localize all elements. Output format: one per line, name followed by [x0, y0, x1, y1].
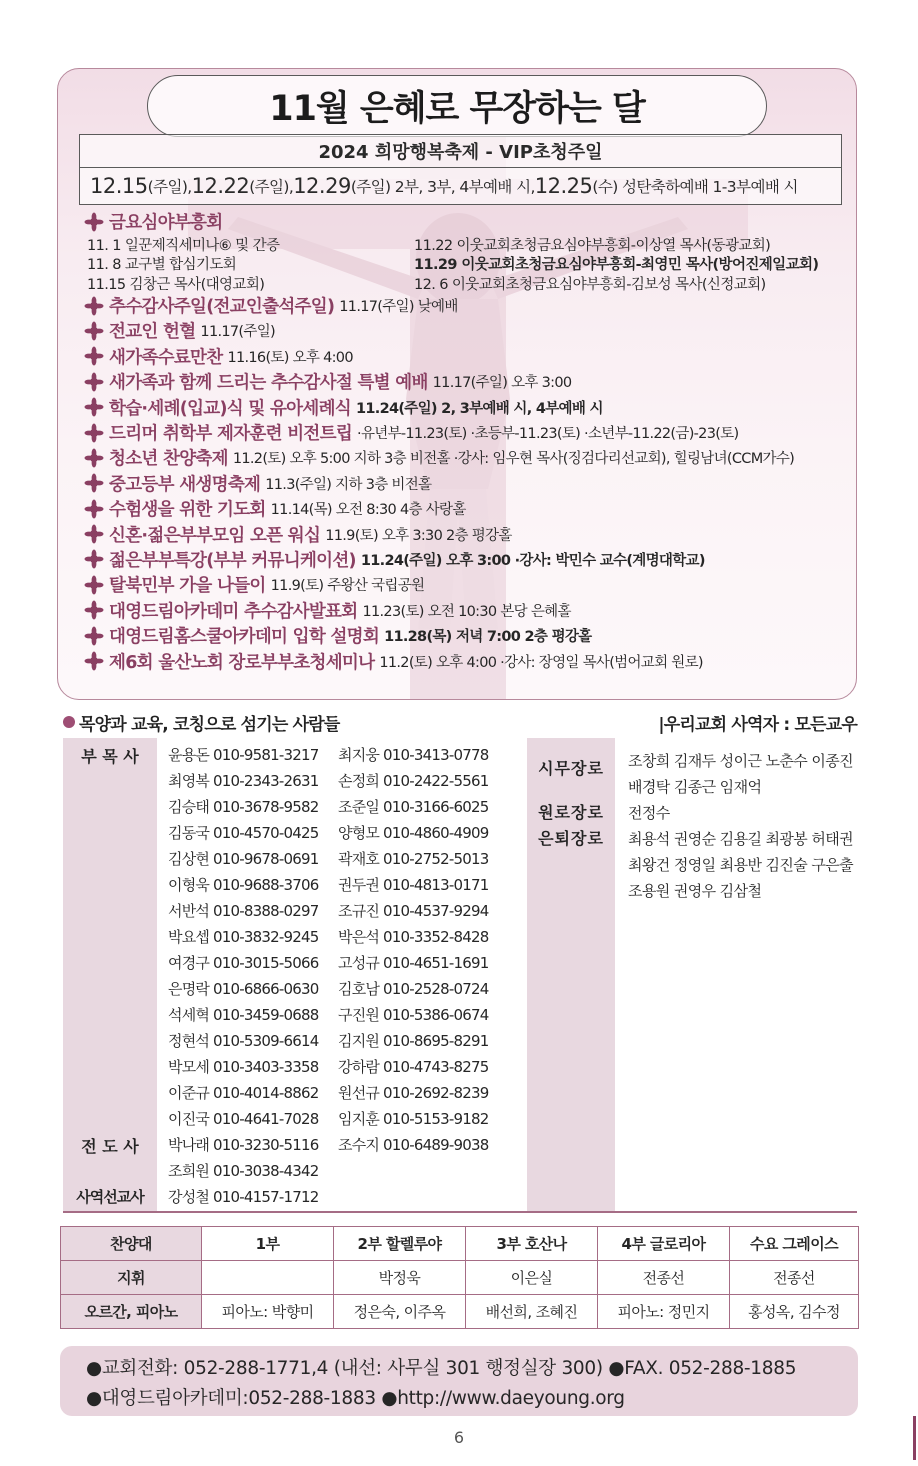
- choir-cell: 전종선: [598, 1261, 730, 1295]
- vip-sunday-table: [79, 134, 842, 205]
- flower-bullet-icon: [84, 524, 104, 544]
- event-list: [84, 209, 844, 674]
- event-detail: 11.23(토) 오전 10:30 본당 은혜홀: [362, 603, 571, 620]
- elder-names-line: 최용석 권영순 김용길 최광봉 허태권: [628, 830, 854, 848]
- staff-contact: 최지웅 010-3413-0778: [338, 746, 489, 764]
- staff-contact: 김승태 010-3678-9582: [168, 798, 319, 816]
- elder-names-line: 최왕건 정영일 최용반 김진술 구은출: [628, 856, 854, 874]
- staff-contact: 박모세 010-3403-3358: [168, 1058, 319, 1076]
- staff-contact-column-1: [168, 742, 318, 1210]
- revival-right: 11.29 이웃교회초청금요심야부흥회-최영민 목사(방어진제일교회): [414, 257, 819, 274]
- staff-contact: 은명락 010-6866-0630: [168, 980, 319, 998]
- revival-row: [87, 273, 844, 293]
- staff-contact: 김동국 010-4570-0425: [168, 824, 319, 842]
- staff-role-column: [63, 738, 157, 1211]
- event-title: 학습·세례(입교)식 및 유아세례식: [109, 398, 351, 419]
- flower-bullet-icon: [84, 473, 104, 493]
- event-item: [84, 572, 844, 597]
- revival-left: 11. 8 교구별 합심기도회: [87, 257, 237, 274]
- staff-contact: 조준일 010-3166-6025: [338, 798, 489, 816]
- flower-bullet-icon: [84, 346, 104, 366]
- revival-row: [87, 234, 844, 254]
- choir-cell: 2부 할렐루야: [334, 1227, 466, 1261]
- staff-contact: 원선규 010-2692-8239: [338, 1084, 489, 1102]
- revival-left: 11. 1 일꾼제직세미나⑥ 및 간증: [87, 237, 280, 254]
- event-title: 중고등부 새생명축제: [109, 474, 261, 495]
- vip-date-detail: (주일),: [147, 178, 192, 196]
- staff-contact: 김지원 010-8695-8291: [338, 1032, 489, 1050]
- role-missionary: 사역선교사: [76, 1188, 144, 1206]
- staff-contact: 강하람 010-4743-8275: [338, 1058, 489, 1076]
- event-title: 드리머 취학부 제자훈련 비전트립: [109, 424, 353, 445]
- choir-cell: 지휘: [61, 1261, 202, 1295]
- staff-contact: 김상현 010-9678-0691: [168, 850, 319, 868]
- vip-date-detail: (주일),: [249, 178, 294, 196]
- event-title: 전교인 헌혈: [109, 322, 196, 343]
- staff-motto: |우리교회 사역자 : 모든교우: [658, 715, 857, 735]
- staff-contact: 양형모 010-4860-4909: [338, 824, 489, 842]
- staff-contact: 석세혁 010-3459-0688: [168, 1006, 319, 1024]
- staff-contact-column-2: [338, 742, 488, 1158]
- event-detail: 11.3(주일) 지하 3층 비전홀: [265, 476, 432, 493]
- revival-schedule: [84, 234, 844, 293]
- event-item: [84, 344, 844, 369]
- event-detail: 11.17(주일): [200, 324, 275, 341]
- event-item: [84, 496, 844, 521]
- event-item: [84, 293, 844, 318]
- monthly-events-box: [57, 68, 857, 700]
- flower-bullet-icon: [84, 448, 104, 468]
- page-title: 11월 은혜로 무장하는 달: [147, 75, 767, 137]
- choir-cell: 배선희, 조혜진: [466, 1295, 598, 1329]
- choir-accompanist-row: [61, 1295, 859, 1329]
- event-detail: 11.9(토) 오후 3:30 2층 평강홀: [325, 527, 512, 544]
- staff-contact: 최영복 010-2343-2631: [168, 772, 319, 790]
- event-item: [84, 471, 844, 496]
- flower-bullet-icon: [84, 321, 104, 341]
- vip-date: 12.25: [534, 174, 593, 198]
- event-title: 대영드림홈스쿨아카데미 입학 설명회: [109, 627, 380, 648]
- flower-bullet-icon: [84, 212, 104, 232]
- staff-contact: 권두권 010-4813-0171: [338, 876, 489, 894]
- event-item: [84, 445, 844, 470]
- section-divider: [63, 1211, 857, 1213]
- event-title: 대영드림아카데미 추수감사발표회: [109, 601, 358, 622]
- choir-cell: [202, 1261, 334, 1295]
- staff-contact: 임지훈 010-5153-9182: [338, 1110, 489, 1128]
- vip-sunday-dates: [80, 168, 841, 204]
- flower-bullet-icon: [84, 372, 104, 392]
- choir-cell: 홍성옥, 김수정: [730, 1295, 859, 1329]
- staff-contact: 곽재호 010-2752-5013: [338, 850, 489, 868]
- elder-names-line: 조용원 권영우 김삼철: [628, 882, 762, 900]
- revival-left: 11.15 김창근 목사(대영교회): [87, 276, 265, 293]
- contact-phone-line: ●교회전화: 052-288-1771,4 (내선: 사무실 301 행정실장 300) ●FAX. 052-288-1885: [86, 1358, 797, 1379]
- event-item: [84, 623, 844, 648]
- event-detail: 11.16(토) 오후 4:00: [227, 349, 353, 366]
- page-edge-tab: [913, 1416, 916, 1460]
- vip-date: 12.29: [293, 174, 351, 198]
- role-evangelist: 전 도 사: [81, 1137, 139, 1156]
- event-item: [84, 547, 844, 572]
- event-detail: 11.9(토) 주왕산 국립공원: [270, 578, 425, 595]
- flower-bullet-icon: [84, 626, 104, 646]
- vip-date: 12.22: [191, 174, 250, 198]
- page-number: 6: [453, 1428, 465, 1447]
- event-detail: 11.2(토) 오후 5:00 지하 3층 비전홀 ·강사: 임우현 목사(징검다리선교회), 힐링남녀(CCM가수): [232, 451, 795, 468]
- event-detail: 11.2(토) 오후 4:00 ·강사: 장영일 목사(범어교회 원로): [379, 654, 703, 671]
- staff-contact: 이진국 010-4641-7028: [168, 1110, 319, 1128]
- event-title: 추수감사주일(전교인출석주일): [109, 297, 335, 318]
- elder-names-line: 배경탁 김종근 임재억: [628, 778, 762, 796]
- event-title: 금요심야부흥회: [109, 213, 223, 234]
- staff-contact: 이형욱 010-9688-3706: [168, 876, 319, 894]
- choir-cell: 이은실: [466, 1261, 598, 1295]
- role-acting-elder: 시무장로: [538, 759, 604, 778]
- revival-right: 12. 6 이웃교회초청금요심야부흥회-김보성 목사(신정교회): [414, 276, 766, 293]
- vip-sunday-title: 2024 희망행복축제 - VIP초청주일: [80, 135, 841, 168]
- event-title: 새가족수료만찬: [109, 347, 223, 368]
- choir-cell: 피아노: 박향미: [202, 1295, 334, 1329]
- staff-contact: 박나래 010-3230-5116: [168, 1136, 319, 1154]
- event-detail: 11.28(목) 저녁 7:00 2층 평강홀: [384, 629, 592, 646]
- contact-academy-line: ●대영드림아카데미:052-288-1883 ●http://www.daeyoung.org: [86, 1388, 625, 1409]
- choir-cell: 전종선: [730, 1261, 859, 1295]
- flower-bullet-icon: [84, 651, 104, 671]
- choir-cell: 4부 글로리아: [598, 1227, 730, 1261]
- flower-bullet-icon: [84, 600, 104, 620]
- staff-header: [63, 710, 857, 736]
- choir-cell: 수요 그레이스: [730, 1227, 859, 1261]
- flower-bullet-icon: [84, 549, 104, 569]
- contact-box: [60, 1346, 858, 1416]
- event-detail: ·유년부-11.23(토) ·초등부-11.23(토) ·소년부-11.22(금)-23(토): [357, 426, 739, 443]
- event-items: [84, 293, 844, 674]
- event-title: 탈북민부 가을 나들이: [109, 576, 266, 597]
- vip-date-detail: (주일) 2부, 3부, 4부예배 시,: [350, 178, 535, 196]
- staff-contact: 서반석 010-8388-0297: [168, 902, 319, 920]
- staff-contact: 조수지 010-6489-9038: [338, 1136, 489, 1154]
- flower-bullet-icon: [84, 296, 104, 316]
- event-item: [84, 209, 844, 234]
- elder-names-line: 조창희 김재두 성이근 노춘수 이종진: [628, 752, 854, 770]
- choir-table: [60, 1226, 859, 1329]
- choir-cell: 3부 호산나: [466, 1227, 598, 1261]
- role-retired-elder: 은퇴장로: [538, 829, 604, 848]
- event-title: 수험생을 위한 기도회: [109, 500, 266, 521]
- event-detail: 11.24(주일) 오후 3:00 ·강사: 박민수 교수(계명대학교): [360, 552, 705, 569]
- event-title: 새가족과 함께 드리는 추수감사절 특별 예배: [109, 373, 428, 394]
- elder-role-column: [527, 738, 615, 1211]
- vip-date-detail: (수) 성탄축하예배 1-3부예배 시: [592, 178, 798, 196]
- event-detail: 11.24(주일) 2, 3부예배 시, 4부예배 시: [356, 400, 603, 417]
- event-item: [84, 521, 844, 546]
- staff-contact: 윤용돈 010-9581-3217: [168, 746, 319, 764]
- staff-contact: 손정희 010-2422-5561: [338, 772, 489, 790]
- event-item: [84, 369, 844, 394]
- bullet-dot-icon: [63, 716, 75, 728]
- flower-bullet-icon: [84, 397, 104, 417]
- role-associate-pastor: 부 목 사: [81, 747, 139, 766]
- staff-contact: 박은석 010-3352-8428: [338, 928, 489, 946]
- acting-elder-names: [628, 748, 853, 800]
- choir-cell: 1부: [202, 1227, 334, 1261]
- choir-cell: 찬양대: [61, 1227, 202, 1261]
- staff-contact: 조규진 010-4537-9294: [338, 902, 489, 920]
- staff-contact: 구진원 010-5386-0674: [338, 1006, 489, 1024]
- choir-cell: 피아노: 정민지: [598, 1295, 730, 1329]
- choir-conductor-row: [61, 1261, 859, 1295]
- flower-bullet-icon: [84, 423, 104, 443]
- emeritus-elder-names: [628, 800, 670, 826]
- event-item: [84, 420, 844, 445]
- elder-names-line: 전정수: [628, 804, 670, 822]
- event-title: 젊은부부특강(부부 커뮤니케이션): [109, 550, 356, 571]
- staff-contact: 김호남 010-2528-0724: [338, 980, 489, 998]
- choir-header-row: [61, 1227, 859, 1261]
- choir-cell: 오르간, 피아노: [61, 1295, 202, 1329]
- role-emeritus-elder: 원로장로: [538, 803, 604, 822]
- event-item: [84, 318, 844, 343]
- event-item: [84, 598, 844, 623]
- event-title: 청소년 찬양축제: [109, 449, 228, 470]
- revival-row: [87, 254, 844, 274]
- vip-date: 12.15: [90, 174, 148, 198]
- flower-bullet-icon: [84, 575, 104, 595]
- event-item: [84, 648, 844, 673]
- staff-contact: 여경구 010-3015-5066: [168, 954, 319, 972]
- retired-elder-names: [628, 826, 853, 904]
- event-detail: 11.17(주일) 낮예배: [339, 299, 458, 316]
- event-item: [84, 394, 844, 419]
- staff-contact: 강성철 010-4157-1712: [168, 1188, 319, 1206]
- staff-contact: 고성규 010-4651-1691: [338, 954, 489, 972]
- staff-contact: 박요셉 010-3832-9245: [168, 928, 319, 946]
- event-title: 제6회 울산노회 장로부부초청세미나: [109, 652, 375, 673]
- event-detail: 11.17(주일) 오후 3:00: [432, 375, 572, 392]
- staff-heading: 목양과 교육, 코칭으로 섬기는 사람들: [79, 715, 340, 735]
- flower-bullet-icon: [84, 499, 104, 519]
- revival-right: 11.22 이웃교회초청금요심야부흥회-이상열 목사(동광교회): [414, 237, 771, 254]
- choir-cell: 정은숙, 이주옥: [334, 1295, 466, 1329]
- choir-cell: 박정욱: [334, 1261, 466, 1295]
- staff-contact: 정현석 010-5309-6614: [168, 1032, 319, 1050]
- staff-contact: 이준규 010-4014-8862: [168, 1084, 319, 1102]
- event-title: 신혼·젊은부부모임 오픈 워십: [109, 525, 321, 546]
- event-detail: 11.14(목) 오전 8:30 4층 사랑홀: [270, 502, 466, 519]
- staff-contact: 조희원 010-3038-4342: [168, 1162, 319, 1180]
